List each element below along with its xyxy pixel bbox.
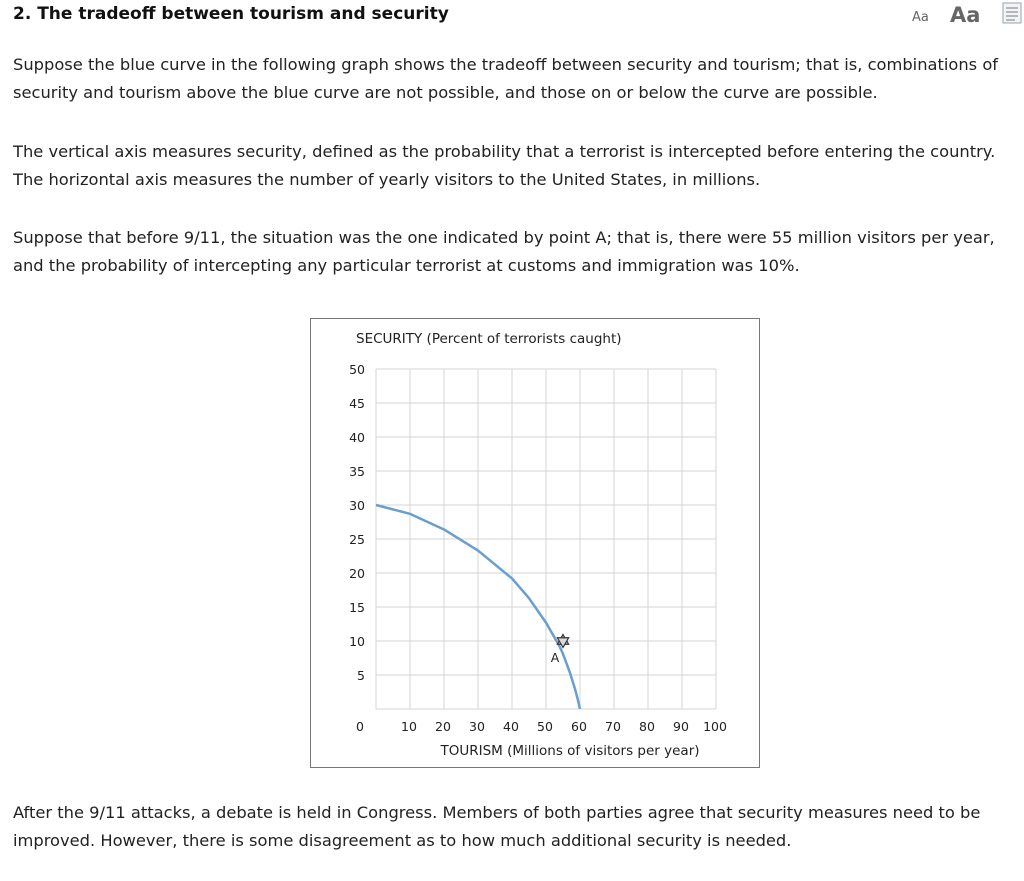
x-tick-label: 100 bbox=[703, 719, 727, 734]
document-icon[interactable] bbox=[998, 2, 1024, 24]
point-a-paragraph: Suppose that before 9/11, the situation was the one indicated by point A; that is, there were 55 million visitors per year, and the probability of intercepting any particular terrorist at customs and immigration was 10%. bbox=[13, 228, 995, 275]
intro-paragraph: Suppose the blue curve in the following graph shows the tradeoff between security and tourism; that is, combinations of security and tourism above the blue curve are not possible, and those on or below the curve are possible. bbox=[13, 55, 999, 102]
y-axis-title: SECURITY (Percent of terrorists caught) bbox=[356, 331, 622, 347]
x-tick-label: 90 bbox=[673, 719, 689, 734]
y-tick-label: 10 bbox=[349, 634, 365, 649]
x-tick-label: 50 bbox=[537, 719, 553, 734]
x-tick-label: 20 bbox=[435, 719, 451, 734]
x-tick-label: 10 bbox=[401, 719, 417, 734]
y-tick-label: 30 bbox=[349, 498, 365, 513]
y-tick-label: 35 bbox=[349, 464, 365, 479]
x-axis-title: TOURISM (Millions of visitors per year) bbox=[440, 743, 700, 759]
y-tick-label: 20 bbox=[349, 566, 365, 581]
x-tick-label: 30 bbox=[469, 719, 485, 734]
increase-font-button[interactable]: Aa bbox=[950, 3, 981, 27]
x-tick-label: 80 bbox=[639, 719, 655, 734]
origin-label: 0 bbox=[356, 719, 364, 734]
y-tick-label: 45 bbox=[349, 396, 365, 411]
x-tick-label: 60 bbox=[571, 719, 587, 734]
y-tick-label: 40 bbox=[349, 430, 365, 445]
y-tick-label: 15 bbox=[349, 600, 365, 615]
tradeoff-chart bbox=[311, 319, 761, 769]
page-title: 2. The tradeoff between tourism and security bbox=[13, 4, 449, 24]
axis-definition-paragraph: The vertical axis measures security, defined as the probability that a terrorist is intercepted before entering the country. The horizontal axis measures the number of yearly visitors to the United States, in millions. bbox=[13, 142, 996, 189]
point-a-label: A bbox=[550, 650, 560, 665]
y-tick-label: 50 bbox=[349, 362, 365, 377]
x-tick-label: 70 bbox=[605, 719, 621, 734]
y-tick-label: 5 bbox=[357, 668, 365, 683]
chart-container bbox=[310, 318, 760, 768]
decrease-font-button[interactable]: Aa bbox=[912, 10, 929, 25]
y-tick-label: 25 bbox=[349, 532, 365, 547]
debate-paragraph: After the 9/11 attacks, a debate is held in Congress. Members of both parties agree that security measures need to be improved. However, there is some disagreement as to how much additional security is needed. bbox=[13, 803, 981, 850]
grid-lines bbox=[376, 369, 716, 709]
x-tick-label: 40 bbox=[503, 719, 519, 734]
